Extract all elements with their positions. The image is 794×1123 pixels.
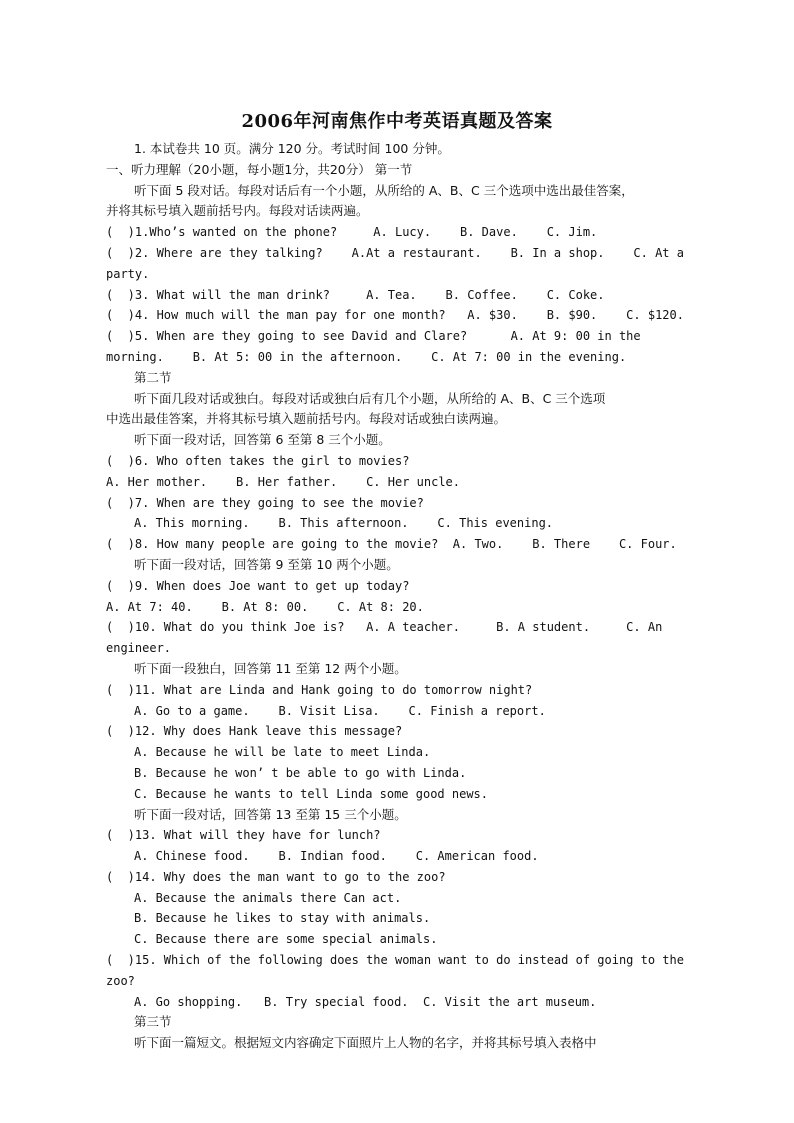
question-9: ( )9. When does Joe want to get up today? bbox=[106, 578, 410, 593]
question-10: ( )10. What do you think Joe is? A. A teacher. B. A student. C. An bbox=[106, 620, 663, 635]
question-11-options: A. Go to a game. B. Visit Lisa. C. Finish a report. bbox=[134, 703, 546, 718]
question-14-option-b: B. Because he likes to stay with animals. bbox=[134, 911, 431, 926]
section1-heading: 一、听力理解（20小题，每小题1分，共20分） 第一节 bbox=[106, 161, 413, 177]
intro-note: 1. 本试卷共 10 页。满分 120 分。考试时间 100 分钟。 bbox=[134, 141, 450, 156]
question-15-options: A. Go shopping. B. Try special food. C. Visit the art museum. bbox=[134, 994, 597, 1009]
part2-instruction-cont: 中选出最佳答案，并将其标号填入题前括号内。每段对话或独白读两遍。 bbox=[106, 411, 507, 427]
part3-heading: 第三节 bbox=[134, 1014, 172, 1030]
question-12-option-c: C. Because he wants to tell Linda some good news. bbox=[134, 786, 489, 801]
group-1-instruction: 听下面一段对话，回答第 6 至第 8 三个小题。 bbox=[134, 432, 391, 448]
question-1: ( )1.Who’s wanted on the phone? A. Lucy. B. Dave. C. Jim. bbox=[106, 225, 598, 240]
exam-content bbox=[106, 139, 688, 1054]
question-2: ( )2. Where are they talking? A.At a restaurant. B. In a shop. C. At a bbox=[106, 245, 684, 260]
part1-instruction-cont: 并将其标号填入题前括号内。每段对话读两遍。 bbox=[106, 203, 369, 219]
question-13-options: A. Chinese food. B. Indian food. C. American food. bbox=[134, 849, 539, 864]
question-6: ( )6. Who often takes the girl to movies? bbox=[106, 453, 410, 468]
question-7: ( )7. When are they going to see the movie? bbox=[106, 495, 424, 510]
group-3-instruction: 听下面一段独白，回答第 11 至第 12 两个小题。 bbox=[134, 660, 407, 676]
question-3: ( )3. What will the man drink? A. Tea. B. Coffee. C. Coke. bbox=[106, 287, 605, 302]
group-4-instruction: 听下面一段对话，回答第 13 至第 15 三个小题。 bbox=[134, 806, 407, 822]
question-14: ( )14. Why does the man want to go to the zoo? bbox=[106, 869, 446, 884]
question-11: ( )11. What are Linda and Hank going to do tomorrow night? bbox=[106, 682, 533, 697]
question-7-options: A. This morning. B. This afternoon. C. This evening. bbox=[134, 516, 554, 531]
question-12: ( )12. Why does Hank leave this message? bbox=[106, 724, 403, 739]
question-14-option-c: C. Because there are some special animals. bbox=[134, 932, 438, 947]
question-9-options: A. At 7: 40. B. At 8: 00. C. At 8: 20. bbox=[106, 599, 424, 614]
question-10-cont: engineer. bbox=[106, 641, 172, 656]
part3-instruction: 听下面一篇短文。根据短文内容确定下面照片上人物的名字，并将其标号填入表格中 bbox=[134, 1035, 597, 1051]
question-13: ( )13. What will they have for lunch? bbox=[106, 828, 381, 843]
question-6-options: A. Her mother. B. Her father. C. Her uncle. bbox=[106, 474, 461, 489]
question-15: ( )15. Which of the following does the woman want to do instead of going to the bbox=[106, 953, 684, 968]
part2-instruction: 听下面几段对话或独白。每段对话或独白后有几个小题，从所给的 A、B、C 三个选项 bbox=[134, 390, 606, 406]
question-4: ( )4. How much will the man pay for one month? A. $30. B. $90. C. $120. bbox=[106, 308, 684, 323]
question-2-cont: party. bbox=[106, 266, 150, 281]
question-15-cont: zoo? bbox=[106, 973, 135, 988]
question-12-option-a: A. Because he will be late to meet Linda. bbox=[134, 745, 431, 760]
question-5: ( )5. When are they going to see David and Clare? A. At 9: 00 in the bbox=[106, 329, 641, 344]
question-8: ( )8. How many people are going to the movie? A. Two. B. There C. Four. bbox=[106, 537, 677, 552]
part2-heading: 第二节 bbox=[134, 369, 172, 385]
page-title: 2006年河南焦作中考英语真题及答案 bbox=[241, 111, 553, 132]
part1-instruction: 听下面 5 段对话。每段对话后有一个小题，从所给的 A、B、C 三个选项中选出最佳答案， bbox=[134, 182, 634, 198]
question-5-cont: morning. B. At 5: 00 in the afternoon. C. At 7: 00 in the evening. bbox=[106, 349, 627, 364]
question-12-option-b: B. Because he won’ t be able to go with Linda. bbox=[134, 765, 467, 780]
group-2-instruction: 听下面一段对话，回答第 9 至第 10 两个小题。 bbox=[134, 556, 399, 572]
question-14-option-a: A. Because the animals there Can act. bbox=[134, 890, 402, 905]
